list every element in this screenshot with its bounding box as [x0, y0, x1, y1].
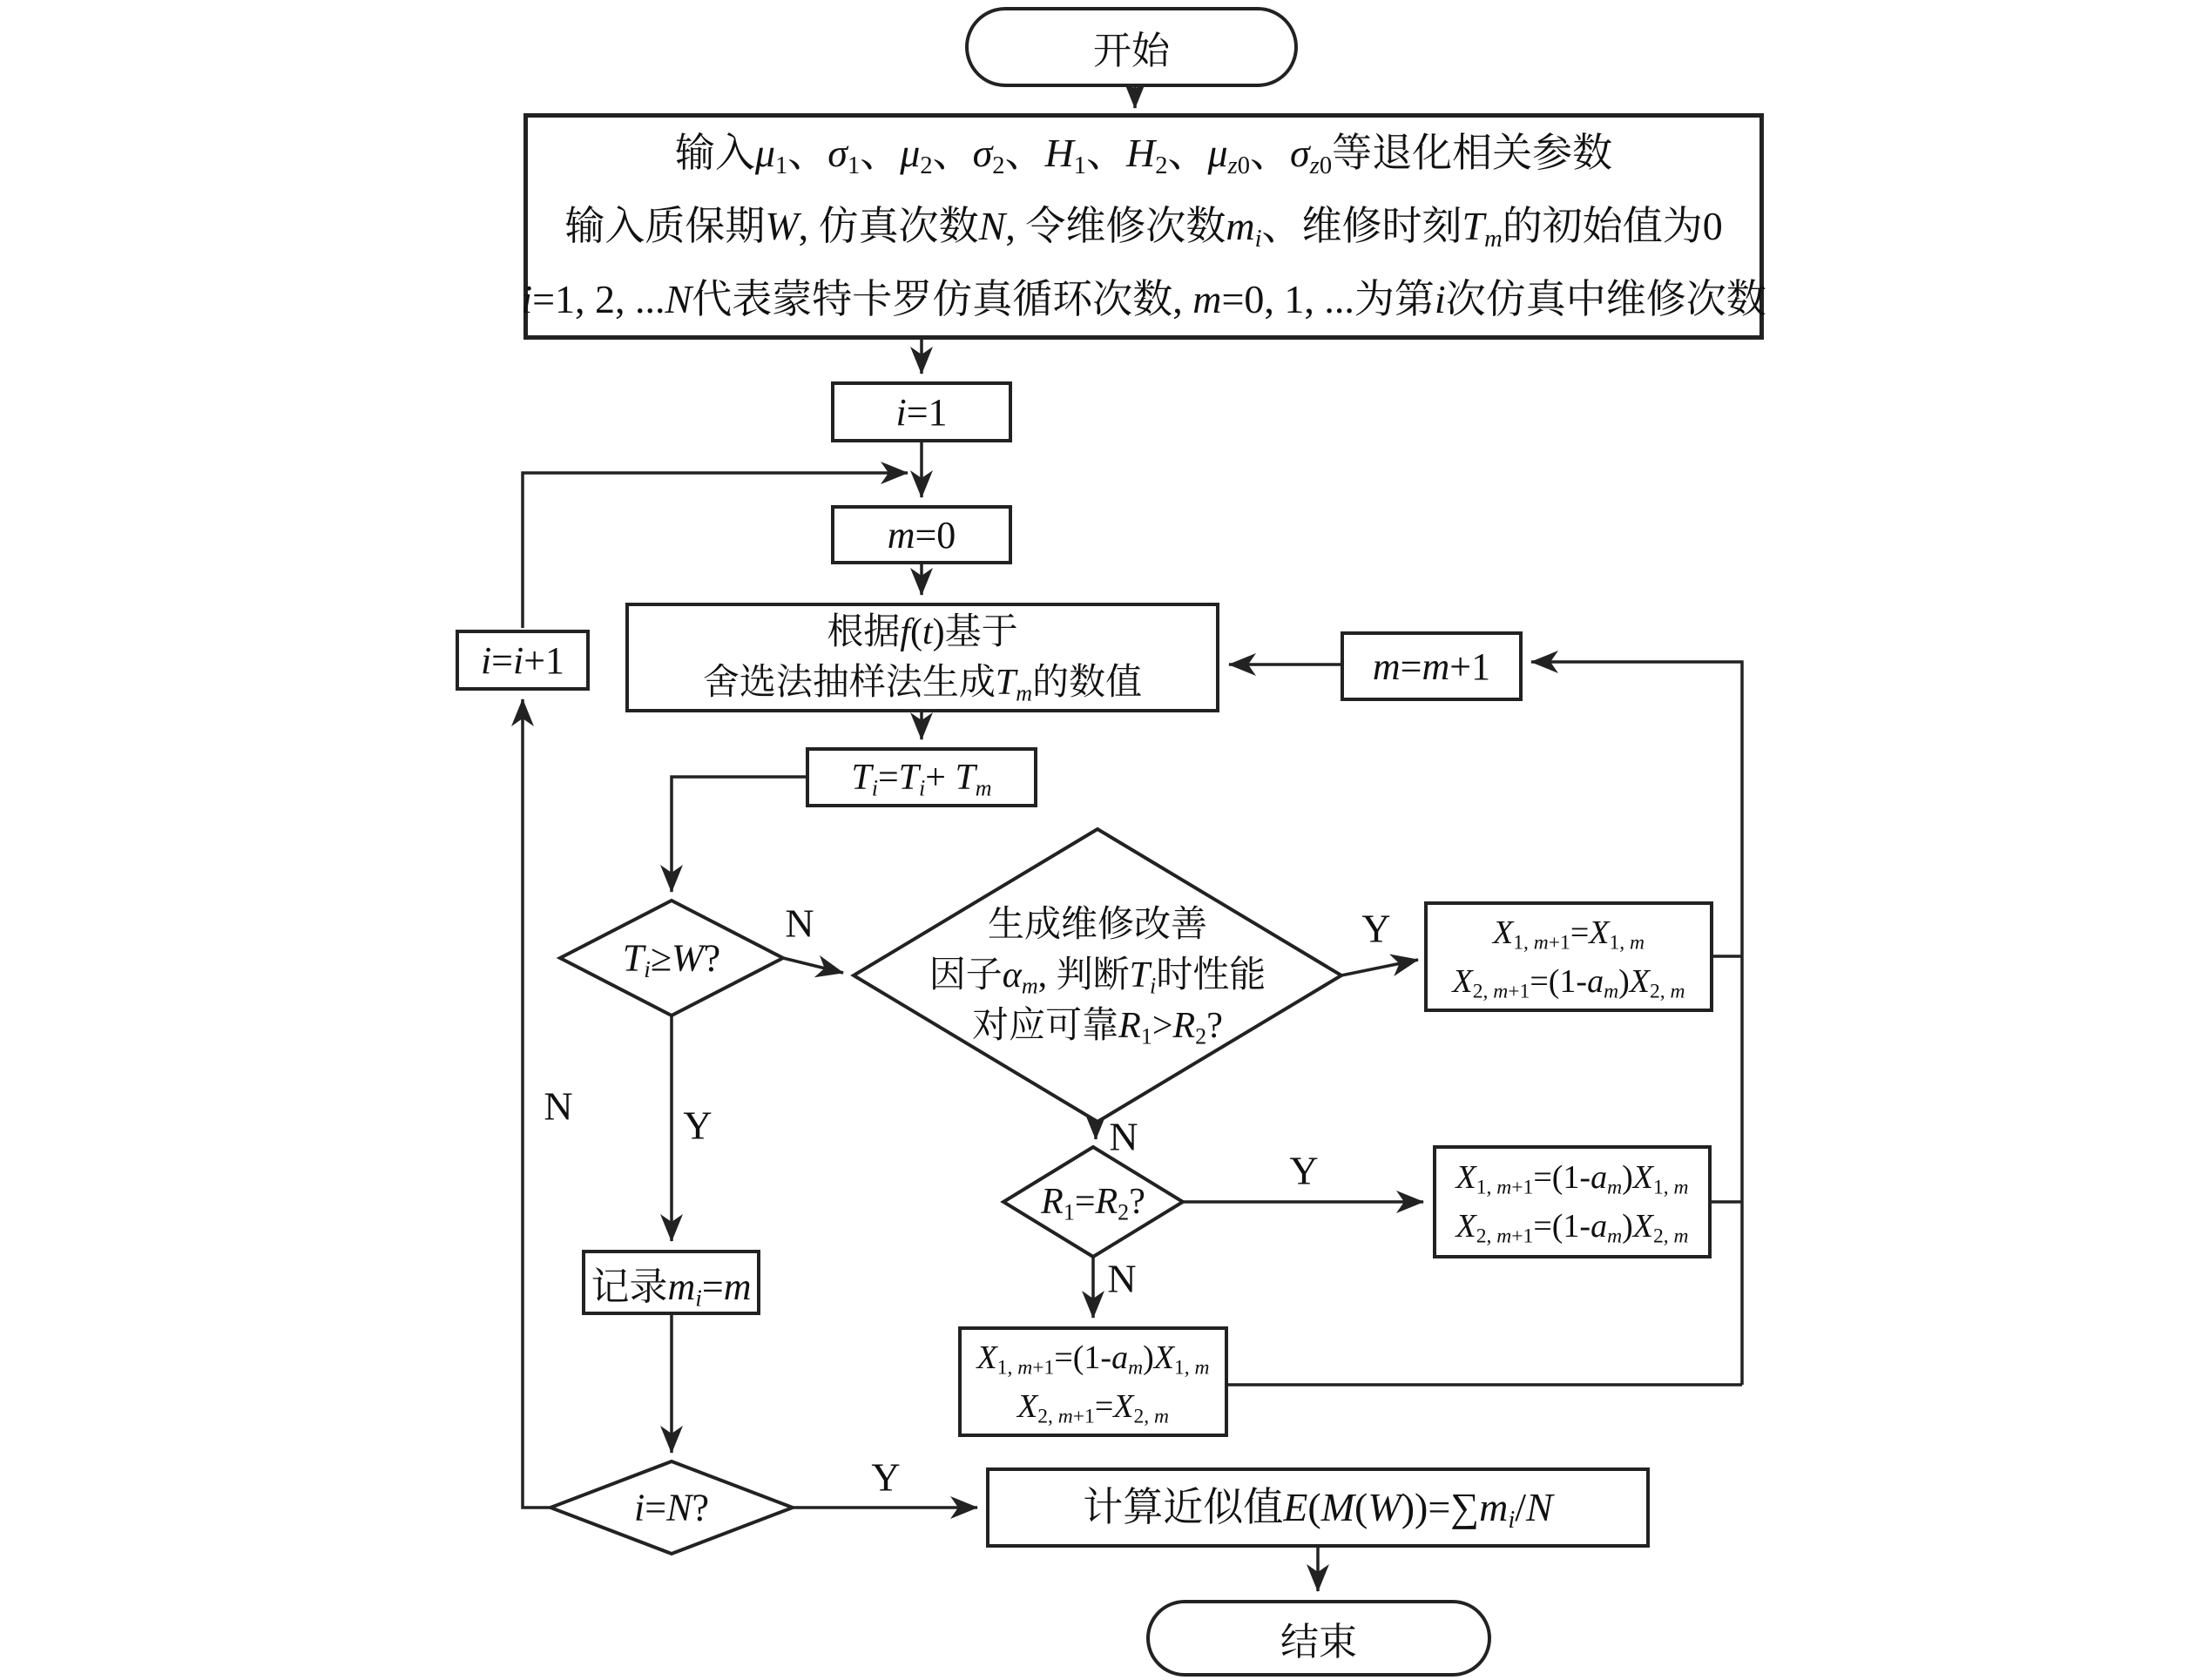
- branch-label-checkw-n: N: [785, 901, 814, 946]
- record-mi-box: [582, 1250, 760, 1315]
- update-x-keep2-box: [958, 1326, 1228, 1437]
- sample-line-2: 舍选法抽样法生成$T_m$的数值: [702, 663, 1143, 706]
- decision-r1-eq-r2-label: $R_1=R_2$?: [1041, 1182, 1145, 1225]
- accumulate-time-label: $T_i=T_i+ T_m$: [851, 757, 992, 800]
- set-m-box: [831, 505, 1012, 564]
- branch-label-checkn-n: N: [544, 1083, 573, 1129]
- branch-label-checkeq-n: N: [1107, 1256, 1137, 1301]
- edge-checkr-updatea: [1341, 960, 1418, 975]
- update-x-keep2-line-2: $X_{2, m+1}=X_{2, m}$: [1016, 1387, 1170, 1428]
- end-label: 结束: [1280, 1621, 1357, 1663]
- branch-label-checkr-n: N: [1109, 1114, 1138, 1159]
- set-i-label: i=1: [895, 390, 948, 434]
- init-line-3: i=1, 2, ...N代表蒙特卡罗仿真循环次数, m=0, 1, ...为第i次仿真中维修次数: [521, 277, 1766, 321]
- increment-m-label: m=m+1: [1372, 644, 1491, 688]
- decision-r1-r2-gt-line-1: 生成维修改善: [987, 905, 1207, 945]
- branch-label-checkeq-y: Y: [1289, 1148, 1319, 1193]
- decision-i-n-label: i=N?: [634, 1486, 709, 1529]
- start-label: 开始: [1093, 30, 1170, 72]
- record-mi-label: 记录$m_i=m$: [591, 1265, 752, 1312]
- decision-ti-w-label: $T_i\ge W$?: [622, 936, 721, 983]
- accumulate-time-box: [806, 747, 1037, 807]
- update-x-both-box: [1433, 1145, 1712, 1258]
- edge-checkw-checkr: [783, 958, 843, 973]
- update-x-both-line-1: $X_{1, m+1}=(1-a_m)X_{1, m}$: [1455, 1159, 1689, 1199]
- update-x-keep2-line-1: $X_{1, m+1}=(1-a_m)X_{1, m}$: [976, 1339, 1210, 1380]
- update-x-both-line-2: $X_{2, m+1}=(1-a_m)X_{2, m}$: [1455, 1208, 1689, 1248]
- increment-i-label: i=i+1: [480, 638, 565, 682]
- branch-label-checkw-y: Y: [683, 1103, 713, 1148]
- init-line-1: 输入$\mu_1$、$\sigma_1$、$\mu_2$、$\sigma_2$、$H_1$、$H_2$、$\mu_{z0}$、$\sigma_{z0}$等退化相关参数: [674, 131, 1613, 179]
- decision-r1-r2-gt-line-2: 因子$\alpha_m$, 判断$T_i$时性能: [929, 955, 1266, 999]
- branch-label-checkr-y: Y: [1361, 906, 1391, 951]
- compute-expectation-box: [986, 1467, 1650, 1548]
- end-node: [1146, 1600, 1491, 1677]
- edge-accum-checkw: [672, 777, 806, 892]
- increment-i-box: [456, 630, 590, 691]
- increment-m-box: [1341, 631, 1523, 701]
- start-node: [965, 7, 1298, 87]
- sample-tm-box: [625, 603, 1219, 712]
- decision-r1-r2-gt-label: [929, 900, 1266, 1051]
- decision-r1-r2-gt-line-3: 对应可靠$R_1>R_2$?: [972, 1006, 1223, 1049]
- update-x-keep1-line-1: $X_{1, m+1}=X_{1, m}$: [1492, 914, 1645, 955]
- init-line-2: 输入质保期W, 仿真次数N, 令维修次数$m_i$、维修时刻$T_m$的初始值为0: [564, 204, 1723, 253]
- edge-loop-incm: [1531, 662, 1742, 1385]
- set-i-box: [831, 381, 1012, 442]
- update-x-keep1-line-2: $X_{2, m+1}=(1-a_m)X_{2, m}$: [1452, 962, 1685, 1003]
- update-x-keep1-box: [1424, 901, 1713, 1012]
- branch-label-checkn-y: Y: [871, 1454, 901, 1500]
- init-parameters-box: [523, 113, 1764, 340]
- sample-line-1: 根据f(t)基于: [827, 612, 1018, 652]
- set-m-label: m=0: [887, 513, 956, 557]
- compute-expectation-label: 计算近似值$E(M(W))=\sum m_i/N$: [1083, 1485, 1553, 1535]
